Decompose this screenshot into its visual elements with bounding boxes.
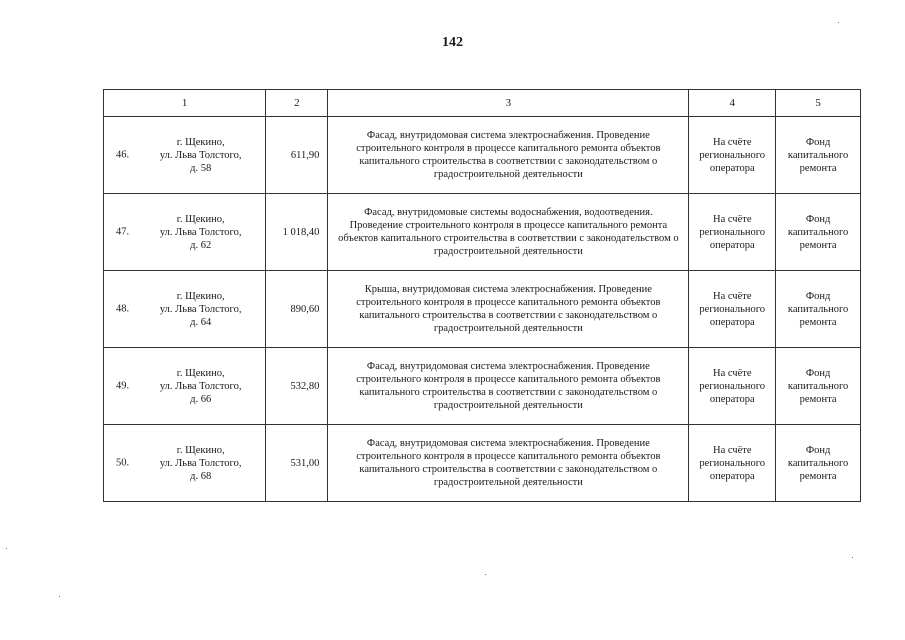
- table-row: [104, 348, 861, 425]
- scan-speck: [6, 548, 7, 549]
- address-cell: [104, 425, 266, 502]
- area-cell: 532,80: [266, 348, 328, 425]
- address-cell: [104, 348, 266, 425]
- address-city: г. Щекино,: [176, 444, 225, 456]
- work-description-cell: Фасад, внутридомовые системы водоснабжения, водоотведения. Проведение строительного контроля в процессе капитального ремонта объектов капитального строительства в соответствии с законодательством о градостроительной деятельности: [328, 194, 689, 271]
- address-house: д. 58: [190, 162, 212, 174]
- account-owner-cell: На счёте регионального оператора: [689, 271, 776, 348]
- address-street: ул. Льва Толстого,: [159, 380, 242, 392]
- fund-cell: Фонд капитального ремонта: [776, 117, 861, 194]
- work-description-cell: Крыша, внутридомовая система электроснабжения. Проведение строительного контроля в процессе капитального ремонта объектов капитального строительства в соответствии с законодательством о градостроительной деятельности: [328, 271, 689, 348]
- scan-speck: [852, 557, 853, 558]
- address-street: ул. Льва Толстого,: [159, 457, 242, 469]
- table-row: [104, 271, 861, 348]
- scan-speck: [59, 596, 60, 597]
- fund-cell: Фонд капитального ремонта: [776, 271, 861, 348]
- address-street: ул. Льва Толстого,: [159, 226, 242, 238]
- row-number: 50.: [116, 457, 130, 469]
- address-street: ул. Льва Толстого,: [159, 149, 242, 161]
- header-row: [104, 90, 861, 117]
- work-description-cell: Фасад, внутридомовая система электроснабжения. Проведение строительного контроля в процессе капитального ремонта объектов капитального строительства в соответствии с законодательством о градостроительной деятельности: [328, 117, 689, 194]
- address-city: г. Щекино,: [176, 136, 225, 148]
- area-cell: 531,00: [266, 425, 328, 502]
- address-house: д. 66: [190, 393, 212, 405]
- address-house: д. 62: [190, 239, 212, 251]
- address-house: д. 64: [190, 316, 212, 328]
- fund-cell: Фонд капитального ремонта: [776, 348, 861, 425]
- area-cell: 611,90: [266, 117, 328, 194]
- scan-speck: [838, 22, 839, 23]
- fund-cell: Фонд капитального ремонта: [776, 194, 861, 271]
- row-number: 47.: [116, 226, 130, 238]
- header-cell-2: 2: [266, 90, 328, 117]
- repair-table: [103, 89, 861, 502]
- page-number: 142: [442, 35, 463, 50]
- fund-cell: Фонд капитального ремонта: [776, 425, 861, 502]
- header-cell-5: 5: [776, 90, 861, 117]
- address-cell: [104, 194, 266, 271]
- table-row: [104, 117, 861, 194]
- header-cell-3: 3: [328, 90, 689, 117]
- row-number: 49.: [116, 380, 130, 392]
- address-house: д. 68: [190, 470, 212, 482]
- header-cell-1: 1: [104, 90, 266, 117]
- area-cell: 890,60: [266, 271, 328, 348]
- work-description-cell: Фасад, внутридомовая система электроснабжения. Проведение строительного контроля в процессе капитального ремонта объектов капитального строительства в соответствии с законодательством о градостроительной деятельности: [328, 425, 689, 502]
- work-description-cell: Фасад, внутридомовая система электроснабжения. Проведение строительного контроля в процессе капитального ремонта объектов капитального строительства в соответствии с законодательством о градостроительной деятельности: [328, 348, 689, 425]
- address-street: ул. Льва Толстого,: [159, 303, 242, 315]
- table-row: [104, 194, 861, 271]
- account-owner-cell: На счёте регионального оператора: [689, 425, 776, 502]
- account-owner-cell: На счёте регионального оператора: [689, 117, 776, 194]
- account-owner-cell: На счёте регионального оператора: [689, 194, 776, 271]
- address-cell: [104, 271, 266, 348]
- scan-speck: [485, 574, 486, 575]
- row-number: 48.: [116, 303, 130, 315]
- header-cell-4: 4: [689, 90, 776, 117]
- table-row: [104, 425, 861, 502]
- address-city: г. Щекино,: [176, 213, 225, 225]
- row-number: 46.: [116, 149, 130, 161]
- address-cell: [104, 117, 266, 194]
- address-city: г. Щекино,: [176, 290, 225, 302]
- area-cell: 1 018,40: [266, 194, 328, 271]
- address-city: г. Щекино,: [176, 367, 225, 379]
- account-owner-cell: На счёте регионального оператора: [689, 348, 776, 425]
